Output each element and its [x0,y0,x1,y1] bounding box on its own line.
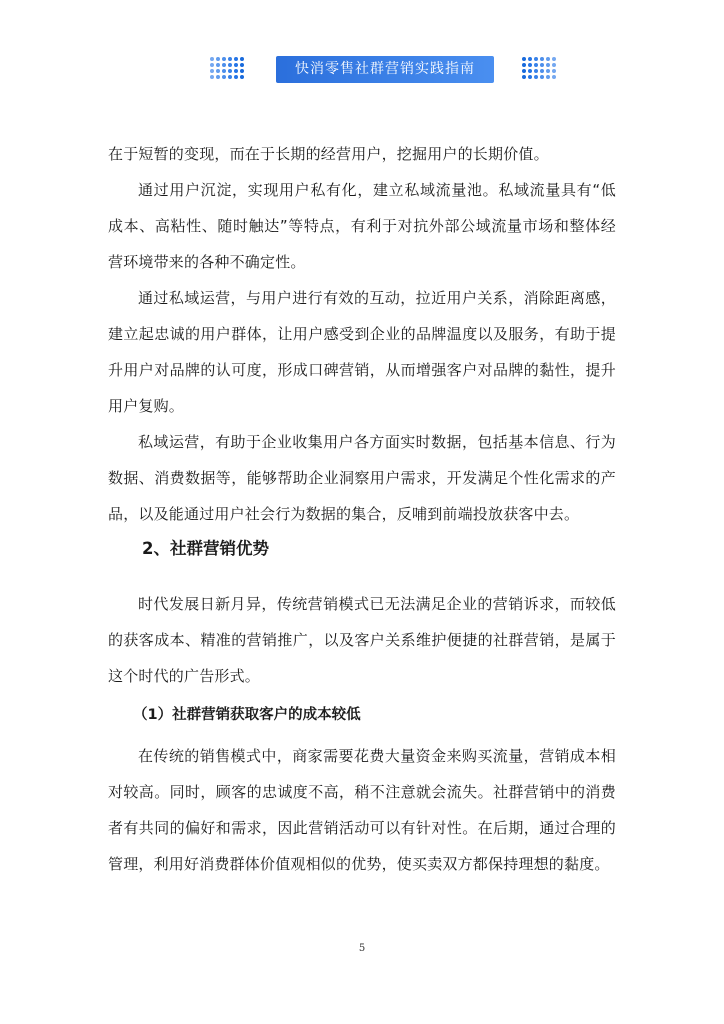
decorative-dot [522,69,526,73]
decorative-dot [546,69,550,73]
decorative-dot [216,69,220,73]
paragraph: 在于短暂的变现，而在于长期的经营用户，挖掘用户的长期价值。 [108,145,549,163]
decorative-dot [228,69,232,73]
decorative-dot [552,63,556,67]
decorative-dot [234,69,238,73]
decorative-dot [534,69,538,73]
decorative-dot [240,57,244,61]
decorative-dot [234,75,238,79]
paragraph: 通过用户沉淀，实现用户私有化，建立私域流量池。私域流量具有“低成本、高粘性、随时触达”等特点，有利于对抗外部公域流量市场和整体经营环境带来的各种不确定性。 [108,181,616,271]
decorative-dot [522,57,526,61]
decorative-dots-right [522,57,556,83]
decorative-dot [216,75,220,79]
decorative-dot [546,75,550,79]
decorative-dot [534,63,538,67]
page-number: 5 [358,943,366,954]
decorative-dot [528,63,532,67]
decorative-dot [534,57,538,61]
decorative-dot [528,75,532,79]
decorative-dot [552,57,556,61]
subheading: （1）社群营销获取客户的成本较低 [133,707,361,723]
section-heading: 2、社群营销优势 [142,539,269,558]
decorative-dot [222,63,226,67]
decorative-dot [222,57,226,61]
paragraph: 私域运营，有助于企业收集用户各方面实时数据，包括基本信息、行为数据、消费数据等，能够帮助企业洞察用户需求，开发满足个性化需求的产品，以及能通过用户社会行为数据的集合，反哺到前端投放获客中去。 [108,433,616,523]
decorative-dot [528,69,532,73]
decorative-dot [546,57,550,61]
decorative-dot [552,75,556,79]
subsection-body [108,738,616,882]
decorative-dot [210,69,214,73]
page-header [0,55,724,85]
body-text-top [108,136,616,532]
decorative-dot [228,57,232,61]
decorative-dot [210,57,214,61]
decorative-dot [210,63,214,67]
decorative-dot [522,75,526,79]
decorative-dot [534,75,538,79]
document-title-banner: 快消零售社群营销实践指南 [276,56,494,83]
decorative-dot [540,57,544,61]
section-body [108,586,616,694]
paragraph: 在传统的销售模式中，商家需要花费大量资金来购买流量，营销成本相对较高。同时，顾客的忠诚度不高，稍不注意就会流失。社群营销中的消费者有共同的偏好和需求，因此营销活动可以有针对性。在后期，通过合理的管理，利用好消费群体价值观相似的优势，使买卖双方都保持理想的黏度。 [108,747,616,873]
decorative-dot [216,57,220,61]
decorative-dot [210,75,214,79]
decorative-dot [222,69,226,73]
decorative-dot [222,75,226,79]
decorative-dots-left [210,57,244,83]
decorative-dot [240,69,244,73]
decorative-dot [546,63,550,67]
decorative-dot [240,63,244,67]
decorative-dot [540,75,544,79]
paragraph: 时代发展日新月异，传统营销模式已无法满足企业的营销诉求，而较低的获客成本、精准的营销推广，以及客户关系维护便捷的社群营销，是属于这个时代的广告形式。 [108,595,616,685]
decorative-dot [234,63,238,67]
decorative-dot [522,63,526,67]
decorative-dot [528,57,532,61]
paragraph: 通过私域运营，与用户进行有效的互动，拉近用户关系，消除距离感，建立起忠诚的用户群体，让用户感受到企业的品牌温度以及服务，有助于提升用户对品牌的认可度，形成口碑营销，从而增强客户对品牌的黏性，提升用户复购。 [108,289,616,415]
decorative-dot [228,63,232,67]
decorative-dot [216,63,220,67]
decorative-dot [540,69,544,73]
decorative-dot [552,69,556,73]
decorative-dot [240,75,244,79]
decorative-dot [234,57,238,61]
decorative-dot [540,63,544,67]
decorative-dot [228,75,232,79]
